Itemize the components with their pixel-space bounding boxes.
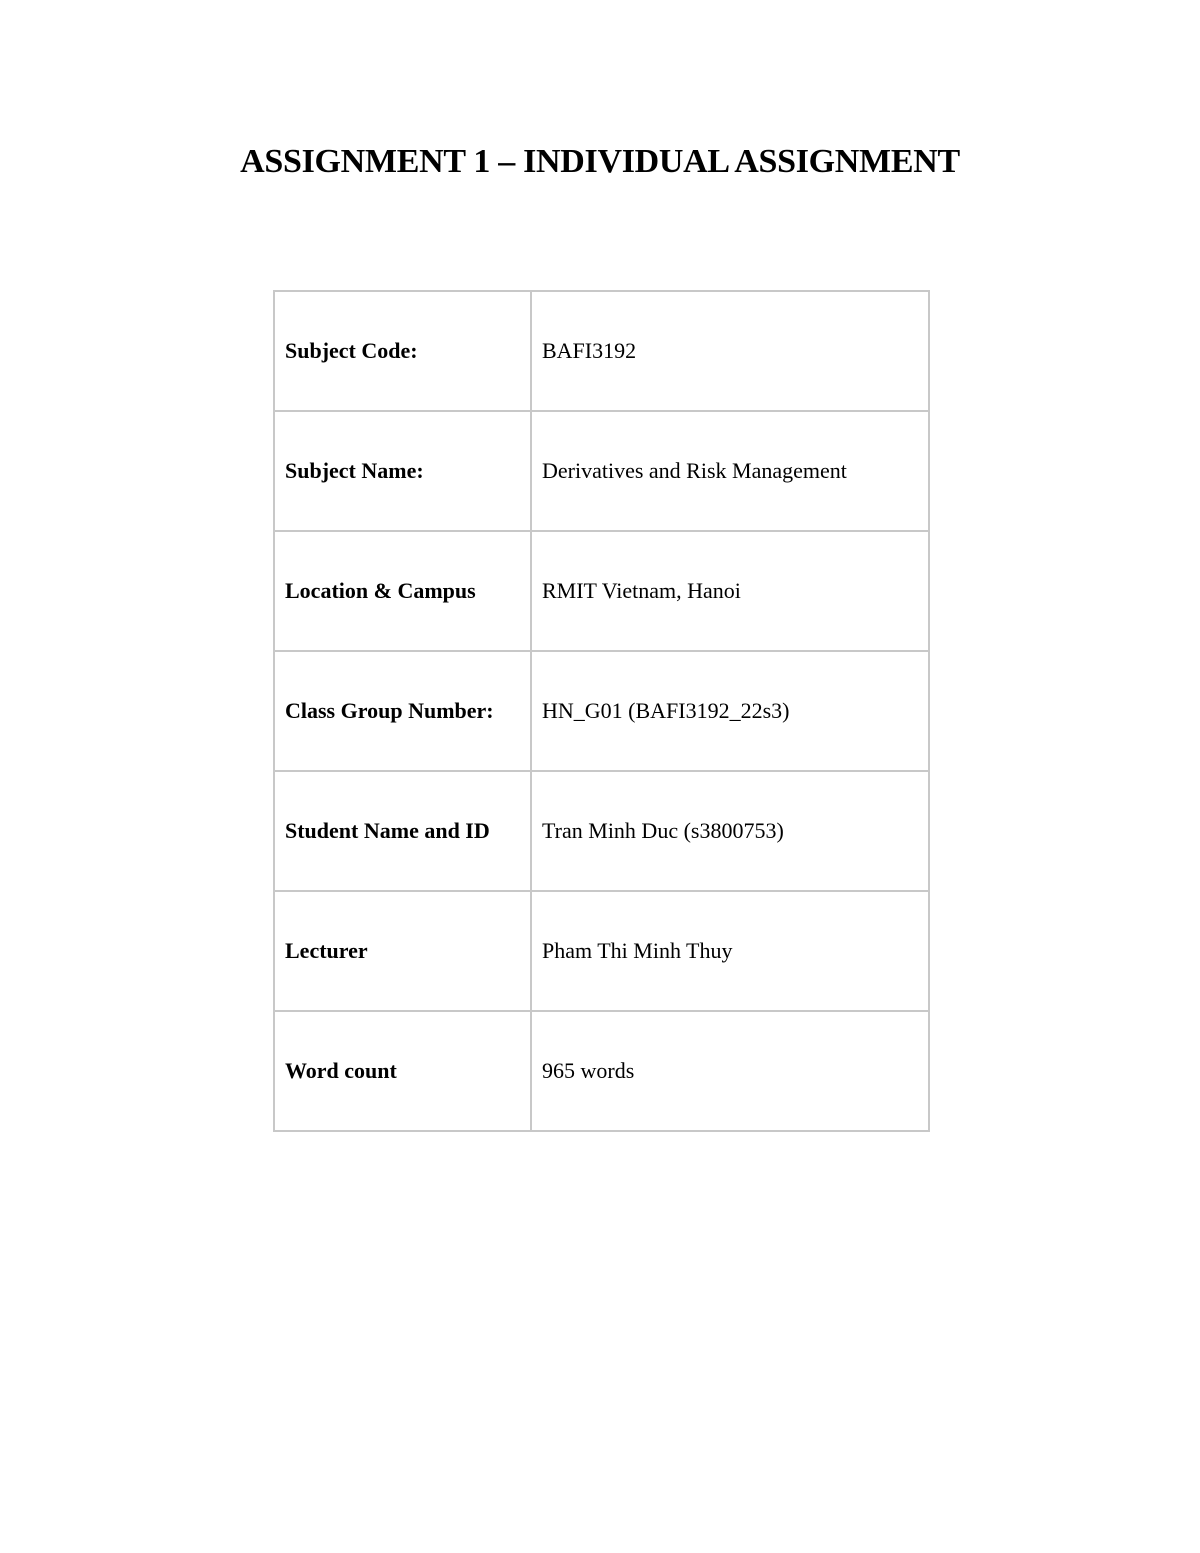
row-label: Word count — [274, 1011, 531, 1131]
document-title: ASSIGNMENT 1 – INDIVIDUAL ASSIGNMENT — [240, 143, 960, 180]
row-value: Derivatives and Risk Management — [531, 411, 929, 531]
table-row-subject-name — [274, 411, 929, 531]
row-value: 965 words — [531, 1011, 929, 1131]
table-row-word-count — [274, 1011, 929, 1131]
row-label: Student Name and ID — [274, 771, 531, 891]
table-row-student — [274, 771, 929, 891]
assignment-info-table — [273, 290, 930, 1132]
row-label: Subject Code: — [274, 291, 531, 411]
table-row-location-campus — [274, 531, 929, 651]
row-label: Subject Name: — [274, 411, 531, 531]
row-label: Class Group Number: — [274, 651, 531, 771]
table-row-subject-code — [274, 291, 929, 411]
row-value: Tran Minh Duc (s3800753) — [531, 771, 929, 891]
row-label: Location & Campus — [274, 531, 531, 651]
table-row-class-group — [274, 651, 929, 771]
table-row-lecturer — [274, 891, 929, 1011]
row-value: Pham Thi Minh Thuy — [531, 891, 929, 1011]
row-value: BAFI3192 — [531, 291, 929, 411]
row-value: RMIT Vietnam, Hanoi — [531, 531, 929, 651]
row-value: HN_G01 (BAFI3192_22s3) — [531, 651, 929, 771]
row-label: Lecturer — [274, 891, 531, 1011]
